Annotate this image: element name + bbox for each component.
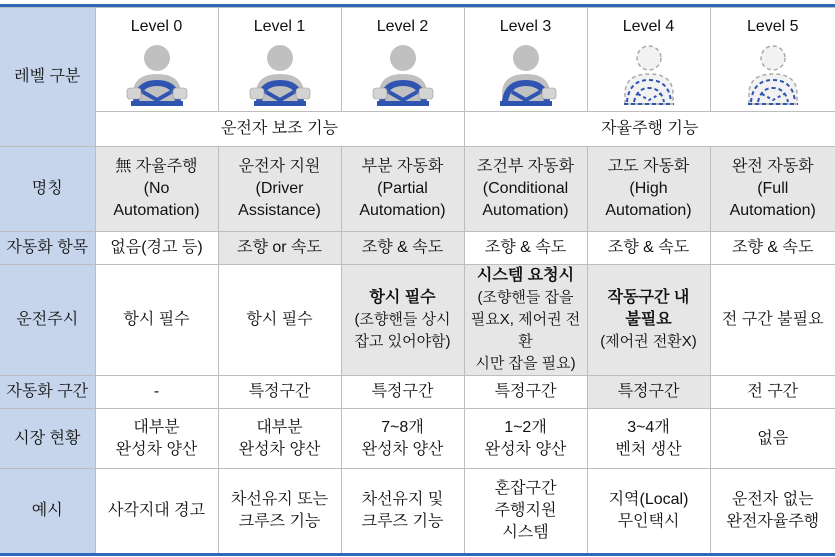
cell-text-line: 시스템: [502, 523, 549, 541]
cell-text-line: 사각지대 경고: [107, 501, 206, 519]
level-label: Level 0: [130, 18, 183, 35]
cell-text-line: Automation): [729, 202, 816, 219]
market-cell: [587, 409, 710, 469]
cell-text-line: (Partial: [377, 180, 428, 197]
monitoring-cell: [95, 265, 218, 376]
row-label: 자동화 항목: [0, 232, 95, 265]
cell-text-line: 작동구간 내: [607, 289, 690, 306]
cell-text-line: Automation): [605, 202, 692, 219]
cell-text-line: (No: [143, 180, 170, 197]
automation-item-cell: 없음(경고 등): [95, 232, 218, 265]
row-label: 명칭: [0, 147, 95, 232]
group-autonomous: 자율주행 기능: [464, 112, 835, 147]
cell-text-line: 운전자 지원: [238, 158, 321, 175]
driver-hands-on-wheel-icon: [344, 44, 462, 106]
market-row: [0, 409, 835, 469]
cell-text-line: 항시 필수: [246, 311, 313, 328]
zone-cell: 특정구간: [464, 376, 587, 409]
cell-text-line: 완전 자동화: [731, 158, 814, 175]
automation-item-cell: 조향 & 속도: [587, 232, 710, 265]
zone-cell: 특정구간: [218, 376, 341, 409]
level-cell: [218, 8, 341, 112]
level-label: Level 1: [253, 18, 306, 35]
monitoring-cell: [464, 265, 587, 376]
driver-hands-on-wheel-icon: [98, 44, 216, 106]
level-cell: [710, 8, 835, 112]
cell-text-line: 주행지원: [494, 501, 557, 519]
cell-text-line: 시스템 요청시: [476, 267, 575, 284]
cell-text-line: 완성차 양산: [484, 440, 567, 458]
name-cell: [587, 147, 710, 232]
market-cell: [710, 409, 835, 469]
levels-table-wrap: [0, 4, 835, 556]
cell-text-line: 차선유지 또는: [230, 490, 329, 508]
monitoring-row: [0, 265, 835, 376]
cell-text-line: 없음: [757, 429, 789, 447]
cell-text-line: (High: [629, 180, 668, 197]
example-row: [0, 469, 835, 553]
cell-text-line: 지역(Local): [608, 490, 689, 508]
automation-item-cell: 조향 & 속도: [710, 232, 835, 265]
zone-cell: 특정구간: [341, 376, 464, 409]
cell-text-line: 차선유지 및: [361, 490, 444, 508]
cell-text-line: 운전자 없는: [731, 490, 814, 508]
name-cell: [95, 147, 218, 232]
level-cell: [464, 8, 587, 112]
name-cell: [218, 147, 341, 232]
level-label: Level 2: [376, 18, 429, 35]
name-cell: [341, 147, 464, 232]
cell-text-line: 완성차 양산: [115, 440, 198, 458]
cell-text-line: (조향핸들 상시: [354, 311, 451, 328]
level-cell: [341, 8, 464, 112]
cell-text-line: 완성차 양산: [361, 440, 444, 458]
level-label: Level 3: [499, 18, 552, 35]
cell-text-line: 1~2개: [504, 418, 547, 436]
driver-dashed-absent-icon: [713, 44, 834, 106]
level-cell: [587, 8, 710, 112]
level-cell: [95, 8, 218, 112]
example-cell: [341, 469, 464, 553]
cell-text-line: 혼잡구간: [494, 479, 557, 497]
name-cell: [710, 147, 835, 232]
cell-text-line: (Full: [757, 180, 789, 197]
cell-text-line: (조향핸들 잡을: [477, 289, 574, 306]
cell-text-line: 대부분: [256, 418, 303, 436]
cell-text-line: Automation): [359, 202, 446, 219]
market-cell: [218, 409, 341, 469]
cell-text-line: (Conditional: [482, 180, 569, 197]
automation-item-cell: 조향 & 속도: [464, 232, 587, 265]
autonomous-driving-levels-table: [0, 7, 835, 553]
level-label: Level 4: [622, 18, 675, 35]
monitoring-cell: [341, 265, 464, 376]
cell-text-line: 벤처 생산: [615, 440, 682, 458]
cell-text-line: 無 자율주행: [115, 158, 198, 175]
cell-text-line: 완성차 양산: [238, 440, 321, 458]
example-cell: [587, 469, 710, 553]
cell-text-line: 3~4개: [627, 418, 670, 436]
cell-text-line: Assistance): [238, 202, 321, 219]
cell-text-line: Automation): [482, 202, 569, 219]
cell-text-line: 부분 자동화: [361, 158, 444, 175]
driver-one-hand-wheel-icon: [467, 44, 585, 106]
cell-text-line: (제어권 전환X): [600, 333, 697, 350]
row-label: 운전주시: [0, 265, 95, 376]
cell-text-line: 전 구간 불필요: [721, 311, 824, 328]
market-cell: [341, 409, 464, 469]
cell-text-line: 고도 자동화: [607, 158, 690, 175]
cell-text-line: 크루즈 기능: [238, 512, 321, 530]
automation-item-cell: 조향 or 속도: [218, 232, 341, 265]
group-row: [0, 112, 835, 147]
zone-cell: -: [95, 376, 218, 409]
cell-text-line: 항시 필수: [369, 289, 436, 306]
market-cell: [464, 409, 587, 469]
row-label: 레벨 구분: [0, 8, 95, 147]
driver-hands-on-wheel-icon: [221, 44, 339, 106]
cell-text-line: 항시 필수: [123, 311, 190, 328]
zone-cell: 전 구간: [710, 376, 835, 409]
cell-text-line: 무인택시: [617, 512, 680, 530]
cell-text-line: 불필요: [625, 311, 672, 328]
cell-text-line: 필요X, 제어권 전환: [470, 311, 581, 350]
row-label: 자동화 구간: [0, 376, 95, 409]
group-assist: 운전자 보조 기능: [95, 112, 464, 147]
cell-text-line: (Driver: [255, 180, 304, 197]
zone-cell: 특정구간: [587, 376, 710, 409]
cell-text-line: 대부분: [133, 418, 180, 436]
monitoring-cell: [218, 265, 341, 376]
row-label: 시장 현황: [0, 409, 95, 469]
market-cell: [95, 409, 218, 469]
name-row: [0, 147, 835, 232]
example-cell: [95, 469, 218, 553]
monitoring-cell: [587, 265, 710, 376]
cell-text-line: 시만 잡을 필요): [475, 355, 576, 372]
example-cell: [218, 469, 341, 553]
row-label: 예시: [0, 469, 95, 553]
automation-items-row: [0, 232, 835, 265]
automation-item-cell: 조향 & 속도: [341, 232, 464, 265]
cell-text-line: 조건부 자동화: [476, 158, 575, 175]
zone-row: [0, 376, 835, 409]
level-label: Level 5: [746, 18, 799, 35]
cell-text-line: 완전자율주행: [726, 512, 820, 530]
example-cell: [710, 469, 835, 553]
monitoring-cell: [710, 265, 835, 376]
name-cell: [464, 147, 587, 232]
cell-text-line: Automation): [113, 202, 200, 219]
cell-text-line: 잡고 있어야함): [354, 333, 451, 350]
example-cell: [464, 469, 587, 553]
cell-text-line: 크루즈 기능: [361, 512, 444, 530]
cell-text-line: 7~8개: [381, 418, 424, 436]
level-row: [0, 8, 835, 112]
driver-dashed-absent-icon: [590, 44, 708, 106]
